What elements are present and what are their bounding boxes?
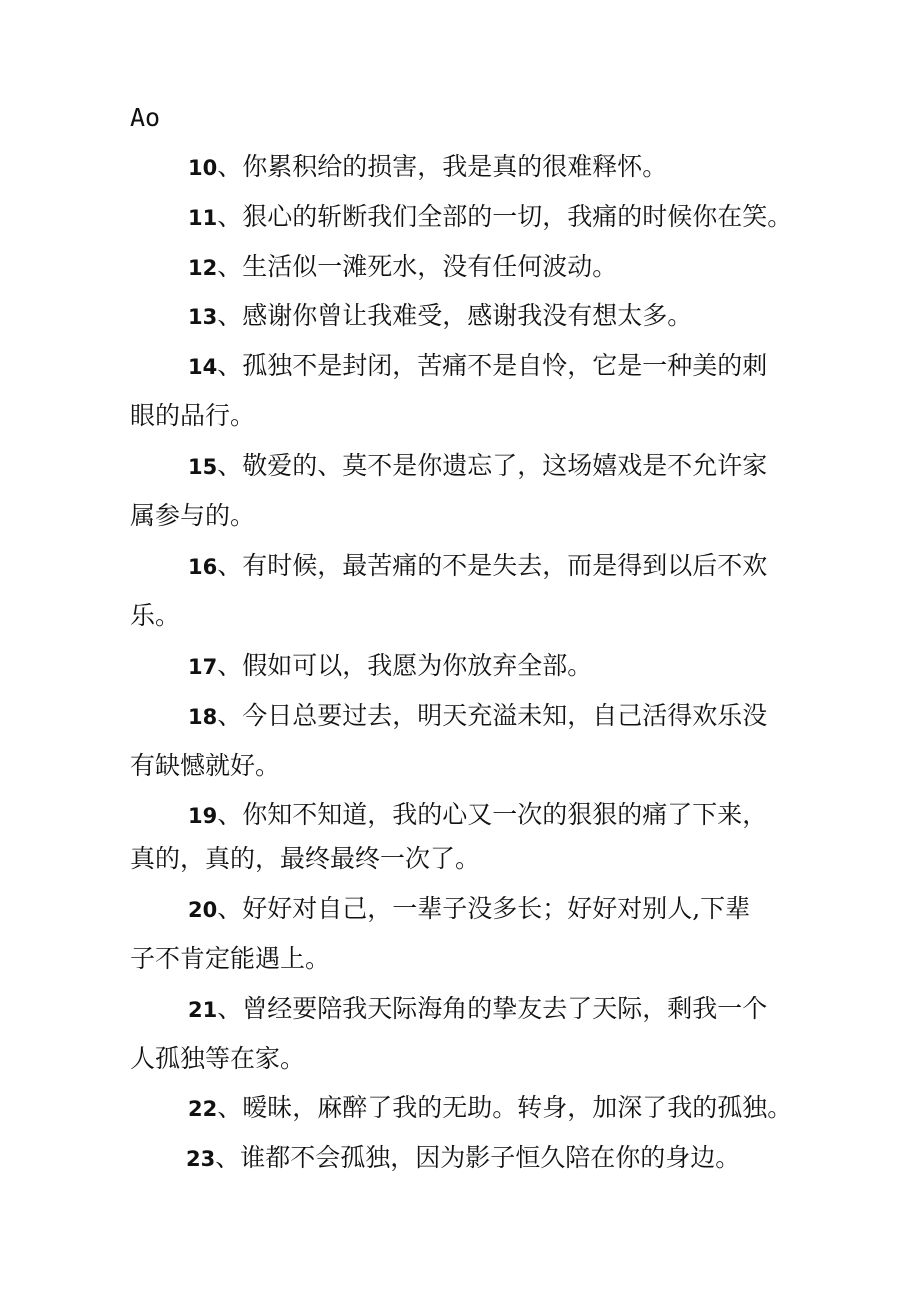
list-item <box>188 984 920 1034</box>
list-item <box>188 1083 920 1133</box>
list-item <box>188 884 920 934</box>
item-number: 14 <box>188 355 218 379</box>
item-number: 11 <box>188 206 218 230</box>
item-continuation: 乐。 <box>130 601 181 630</box>
item-text: 、孤独不是封闭，苦痛不是自怜，它是一种美的刺 <box>217 351 768 380</box>
item-continuation: 人孤独等在家。 <box>130 1044 306 1073</box>
item-continuation: 真的，真的，最终最终一次了。 <box>130 844 481 873</box>
item-continuation: 子不肯定能遇上。 <box>130 944 331 973</box>
list-item <box>188 341 920 391</box>
item-text: 、谁都不会孤独，因为影子恒久陪在你的身边。 <box>215 1143 741 1172</box>
item-number: 16 <box>188 555 218 579</box>
item-number: 15 <box>188 455 218 479</box>
item-text: 、假如可以，我愿为你放弃全部。 <box>217 651 593 680</box>
item-text: 、曾经要陪我天际海角的挚友去了天际，剩我一个 <box>217 994 768 1023</box>
item-text: 、你累积给的损害，我是真的很难释怀。 <box>217 152 668 181</box>
item-continuation: 有缺憾就好。 <box>130 751 281 780</box>
item-number: 17 <box>188 655 218 679</box>
item-text: 、感谢你曾让我难受，感谢我没有想太多。 <box>217 301 693 330</box>
item-number: 22 <box>188 1097 218 1121</box>
item-text: 、好好对自己，一辈子没多长；好好对别人,下辈 <box>217 894 751 923</box>
item-number: 20 <box>188 898 218 922</box>
item-number: 21 <box>188 998 218 1022</box>
line-prefix: Ao <box>130 103 161 132</box>
item-number: 10 <box>188 156 218 180</box>
list-item <box>186 1133 920 1183</box>
item-number: 12 <box>188 256 218 280</box>
item-text: 、有时候，最苦痛的不是失去，而是得到以后不欢 <box>217 551 768 580</box>
item-text: 、敬爱的、莫不是你遗忘了，这场嬉戏是不允许家 <box>217 451 768 480</box>
list-item <box>188 691 920 741</box>
item-number: 13 <box>188 305 218 329</box>
item-number: 19 <box>188 804 218 828</box>
list-item <box>188 192 920 242</box>
list-item <box>188 142 920 192</box>
list-item <box>188 790 920 840</box>
list-item <box>188 541 920 591</box>
item-number: 23 <box>186 1147 216 1171</box>
list-item <box>188 641 920 691</box>
item-text: 、暧昧，麻醉了我的无助。转身，加深了我的孤独。 <box>217 1093 793 1122</box>
item-continuation: 属参与的。 <box>130 501 256 530</box>
item-text: 、你知不知道，我的心又一次的狠狠的痛了下来， <box>217 800 768 829</box>
document-line <box>130 93 920 143</box>
item-text: 、狠心的斩断我们全部的一切，我痛的时候你在笑。 <box>217 202 793 231</box>
item-continuation: 眼的品行。 <box>130 401 256 430</box>
item-text: 、今日总要过去，明天充溢未知，自己活得欢乐没 <box>217 701 768 730</box>
list-item <box>188 441 920 491</box>
list-item <box>188 291 920 341</box>
list-item <box>188 242 920 292</box>
item-text: 、生活似一滩死水，没有任何波动。 <box>217 252 618 281</box>
item-number: 18 <box>188 705 218 729</box>
